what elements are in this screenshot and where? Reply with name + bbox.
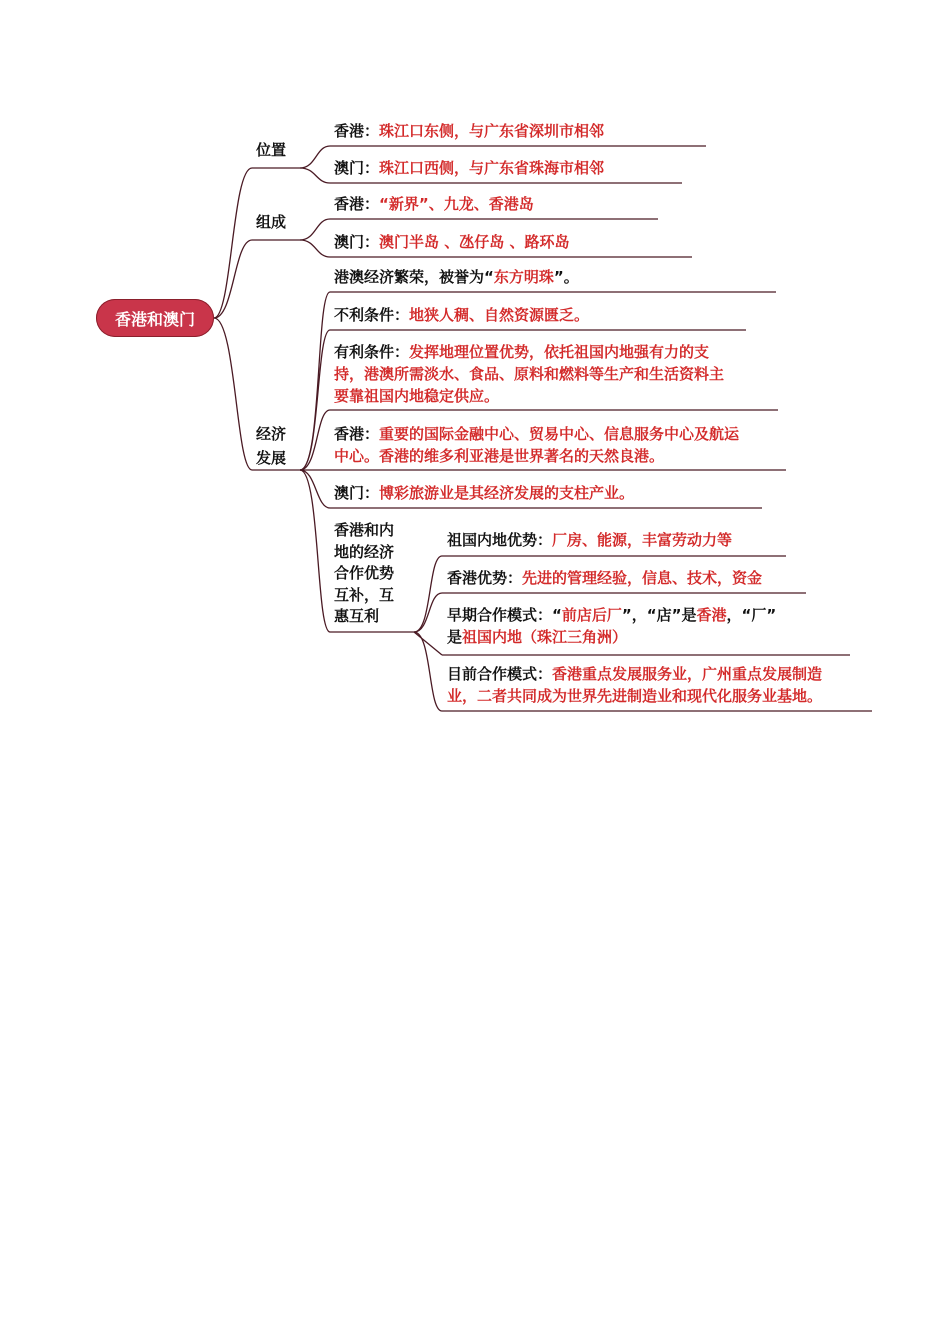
economy-unfavorable (334, 304, 589, 326)
unfavorable-content: 地狭人稠、自然资源匮乏。 (409, 306, 590, 324)
composition-macau (334, 231, 569, 253)
mainland-prefix: 祖国内地优势： (447, 531, 553, 549)
economy-macau-prefix: 澳门： (334, 484, 380, 502)
early-q2: ”，“店”是 (621, 606, 697, 624)
cooperation-hk-advantage (447, 567, 762, 589)
composition-hongkong (334, 193, 534, 215)
composition-hongkong-prefix: 香港： (334, 195, 380, 213)
cooperation-label-line4: 互补，互 (334, 585, 395, 604)
economy-hongkong-line1: 重要的国际金融中心、贸易中心、信息服务中心及航运 (379, 425, 740, 443)
favorable-line1: 发挥地理位置优势，依托祖国内地强有力的支 (409, 343, 710, 361)
cooperation-label-line3: 合作优势 (334, 564, 395, 582)
branch-economy-label-line2: 发展 (256, 449, 287, 467)
hk-advantage-content: 先进的管理经验，信息、技术，资金 (522, 569, 763, 587)
composition-hongkong-content: “新界”、九龙、香港岛 (379, 195, 534, 213)
connector-root-economy (214, 318, 252, 470)
composition-macau-content: 澳门半岛 、氹仔岛 、路环岛 (379, 233, 570, 251)
early-r2: 香港 (696, 606, 727, 624)
early-prefix: 早期合作模式： (447, 606, 553, 624)
connector-root-composition (214, 240, 252, 318)
early-r3: 祖国内地（珠江三角洲） (462, 628, 628, 646)
early-q3: ，“厂” (726, 606, 777, 624)
favorable-line3: 要靠祖国内地稳定供应。 (334, 387, 500, 405)
location-hongkong-prefix: 香港： (334, 122, 380, 140)
cooperation-mainland (447, 529, 732, 551)
prosperity-quote-close: ”。 (553, 268, 579, 286)
cooperation-label-line2: 地的经济 (334, 542, 395, 561)
prosperity-quote-open: “ (484, 268, 494, 286)
location-macau-prefix: 澳门： (334, 159, 380, 177)
branch-economy-label (256, 422, 286, 470)
economy-prosperity (334, 266, 579, 288)
economy-hongkong-prefix: 香港： (334, 425, 380, 443)
branch-composition-label: 组成 (256, 213, 287, 231)
cooperation-label-line5: 惠互利 (334, 607, 380, 625)
location-macau-content: 珠江口西侧，与广东省珠海市相邻 (379, 159, 605, 177)
economy-macau (334, 482, 634, 504)
location-hongkong (334, 120, 604, 142)
current-line1: 香港重点发展服务业，广州重点发展制造 (552, 665, 823, 683)
economy-hongkong-line2: 中心。香港的维多利亚港是世界著名的天然良港。 (334, 447, 665, 465)
prosperity-before: 港澳经济繁荣，被誉为 (334, 268, 485, 286)
prosperity-highlight: 东方明珠 (493, 268, 554, 286)
early-r1: 前店后厂 (561, 606, 622, 624)
branch-economy-label-line1: 经济 (256, 425, 287, 443)
early-q1: “ (552, 606, 562, 624)
economy-hongkong (334, 423, 784, 467)
location-hongkong-content: 珠江口东侧，与广东省深圳市相邻 (379, 122, 605, 140)
economy-favorable (334, 341, 774, 407)
cooperation-current (447, 663, 872, 707)
favorable-line2: 持，港澳所需淡水、食品、原料和燃料等生产和生活资料主 (334, 365, 725, 383)
current-line2: 业，二者共同成为世界先进制造业和现代化服务业基地。 (447, 687, 823, 705)
unfavorable-prefix: 不利条件： (334, 306, 410, 324)
cooperation-early (447, 604, 847, 648)
root-node: 香港和澳门 (96, 299, 214, 337)
location-macau (334, 157, 604, 179)
cooperation-label-line1: 香港和内 (334, 521, 395, 539)
cooperation-label (334, 520, 394, 628)
early-l2-prefix: 是 (447, 628, 463, 646)
economy-macau-content: 博彩旅游业是其经济发展的支柱产业。 (379, 484, 635, 502)
current-prefix: 目前合作模式： (447, 665, 553, 683)
favorable-prefix: 有利条件： (334, 343, 410, 361)
mainland-content: 厂房、能源，丰富劳动力等 (552, 531, 733, 549)
branch-location-label: 位置 (256, 141, 287, 159)
composition-macau-prefix: 澳门： (334, 233, 380, 251)
hk-advantage-prefix: 香港优势： (447, 569, 523, 587)
